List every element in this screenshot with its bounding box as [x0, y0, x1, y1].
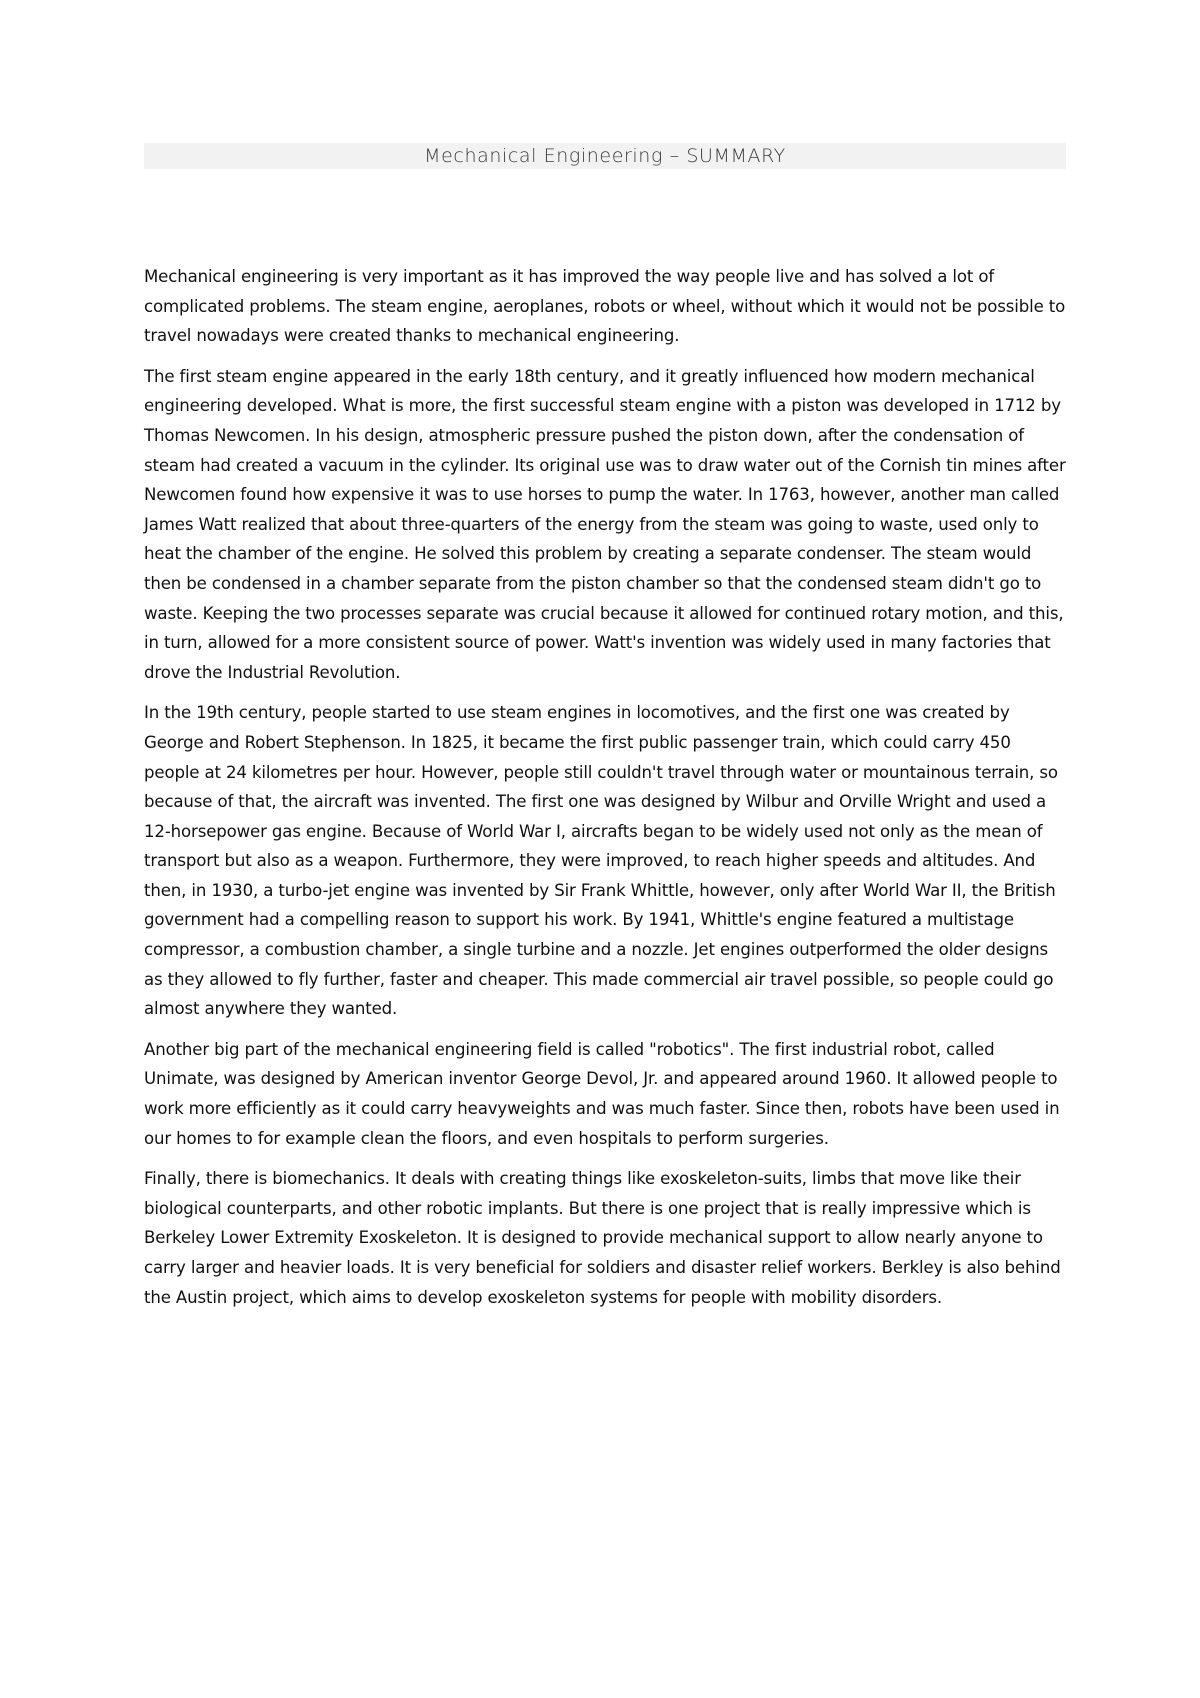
paragraph-robotics: Another big part of the mechanical engineering field is called "robotics". The first industrial robot, called Unimate, was designed by American inventor George Devol, Jr. and appeared around 1960. It allowed people to work more efficiently as it could carry heavyweights and was much faster. Since then, robots have been used in our homes to for example clean the floors, and even hospitals to perform surgeries.	[144, 1039, 1060, 1148]
paragraph-steam-engine: The first steam engine appeared in the early 18th century, and it greatly influenced how modern mechanical engineering developed. What is more, the first successful steam engine with a piston was developed in 1712 by Thomas Newcomen. In his design, atmospheric pressure pushed the piston down, after the condensation of steam had created a vacuum in the cylinder. Its original use was to draw water out of the Cornish tin mines after Newcomen found how expensive it was to use horses to pump the water. In 1763, however, another man called James Watt realized that about three-quarters of the energy from the steam was going to waste, used only to heat the chamber of the engine. He solved this problem by creating a separate condenser. The steam would then be condensed in a chamber separate from the piston chamber so that the condensed steam didn't go to waste. Keeping the two processes separate was crucial because it allowed for continued rotary motion, and this, in turn, allowed for a more consistent source of power. Watt's invention was widely used in many factories that drove the Industrial Revolution.	[144, 366, 1066, 682]
page-title: Mechanical Engineering – SUMMARY	[424, 145, 786, 167]
paragraph-transport: In the 19th century, people started to use steam engines in locomotives, and the first one was created by George and Robert Stephenson. In 1825, it became the first public passenger train, which could carry 450 people at 24 kilometres per hour. However, people still couldn't travel through water or mountainous terrain, so because of that, the aircraft was invented. The first one was designed by Wilbur and Orville Wright and used a 12-horsepower gas engine. Because of World War I, aircrafts began to be widely used not only as the mean of transport but also as a weapon. Furthermore, they were improved, to reach higher speeds and altitudes. And then, in 1930, a turbo-jet engine was invented by Sir Frank Whittle, however, only after World War II, the British government had a compelling reason to support his work. By 1941, Whittle's engine featured a multistage compressor, a combustion chamber, a single turbine and a nozzle. Jet engines outperformed the older designs as they allowed to fly further, faster and cheaper. This made commercial air travel possible, so people could go almost anywhere they wanted.	[144, 703, 1058, 1019]
paragraph-biomechanics: Finally, there is biomechanics. It deals with creating things like exoskeleton-suits, limbs that move like their biological counterparts, and other robotic implants. But there is one project that is really impressive which is Berkeley Lower Extremity Exoskeleton. It is designed to provide mechanical support to allow nearly anyone to carry larger and heavier loads. It is very beneficial for soldiers and disaster relief workers. Berkley is also behind the Austin project, which aims to develop exoskeleton systems for people with mobility disorders.	[144, 1169, 1061, 1307]
document-body	[144, 262, 1066, 1323]
paragraph-intro: Mechanical engineering is very important as it has improved the way people live and has solved a lot of complicated problems. The steam engine, aeroplanes, robots or wheel, without which it would not be possible to travel nowadays were created thanks to mechanical engineering.	[144, 267, 1066, 346]
